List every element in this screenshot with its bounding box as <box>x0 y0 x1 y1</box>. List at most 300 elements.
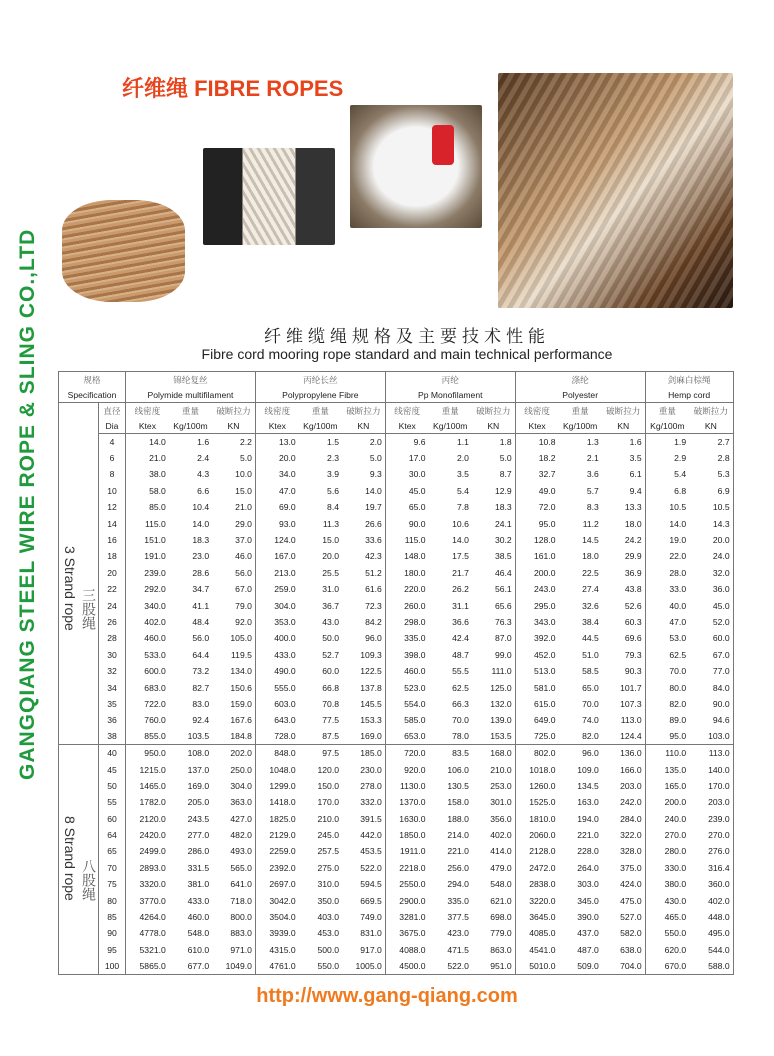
value-cell: 1.6 <box>602 434 645 450</box>
value-cell: 38.5 <box>472 548 515 564</box>
value-cell: 641.0 <box>212 876 255 892</box>
value-cell: 264.0 <box>577 862 599 873</box>
value-cell: 2392.0 <box>269 862 296 873</box>
value-cell: 2.7 <box>717 436 730 447</box>
value-cell: 29.0 <box>212 515 255 531</box>
value-cell: 36.6 <box>452 616 469 627</box>
dia-cell: 16 <box>99 532 126 548</box>
value-cell: 303.0 <box>577 879 599 890</box>
value-cell: 185.0 <box>342 745 385 761</box>
value-cell: 670.0 <box>664 960 687 971</box>
value-cell: 21.7 <box>452 567 469 578</box>
value-cell: 69.0 <box>278 502 296 513</box>
dia-cell: 26 <box>99 614 126 630</box>
value-cell: 24.2 <box>602 532 645 548</box>
value-cell: 588.0 <box>708 960 730 971</box>
col-header: KN <box>472 418 515 434</box>
value-cell: 203.0 <box>708 797 730 808</box>
value-cell: 565.0 <box>212 860 255 876</box>
value-cell: 3770.0 <box>139 895 166 906</box>
value-cell: 51.2 <box>342 565 385 581</box>
value-cell: 1048.0 <box>269 764 296 775</box>
value-cell: 2.2 <box>212 434 255 450</box>
value-cell: 83.5 <box>452 748 469 759</box>
value-cell: 27.4 <box>582 584 599 595</box>
value-cell: 1525.0 <box>529 797 556 808</box>
table-row <box>59 925 734 941</box>
value-cell: 13.0 <box>278 436 296 447</box>
value-cell: 132.0 <box>472 696 515 712</box>
value-cell: 2.3 <box>327 453 339 464</box>
value-cell: 363.0 <box>212 794 255 810</box>
table-row <box>59 548 734 564</box>
value-cell: 60.0 <box>712 633 730 644</box>
value-cell: 621.0 <box>472 892 515 908</box>
table-row <box>59 499 734 515</box>
value-cell: 728.0 <box>255 729 298 745</box>
value-cell: 585.0 <box>404 715 426 726</box>
dia-cell: 8 <box>99 466 126 482</box>
value-cell: 600.0 <box>144 666 166 677</box>
table-row <box>59 827 734 843</box>
value-cell: 2900.0 <box>399 895 426 906</box>
value-cell: 5.3 <box>717 469 730 480</box>
value-cell: 167.0 <box>274 551 296 562</box>
col-header: Kg/100m <box>299 418 342 434</box>
value-cell: 82.0 <box>669 698 687 709</box>
value-cell: 202.0 <box>212 745 255 761</box>
value-cell: 3939.0 <box>269 928 296 939</box>
value-cell: 4315.0 <box>269 944 296 955</box>
value-cell: 848.0 <box>274 748 296 759</box>
value-cell: 1130.0 <box>399 780 426 791</box>
value-cell: 20.0 <box>712 535 730 546</box>
value-cell: 17.5 <box>452 551 469 562</box>
table-row <box>59 745 734 761</box>
value-cell: 69.6 <box>602 630 645 646</box>
value-cell: 6.1 <box>602 466 645 482</box>
col-header-cn: 破断拉力 <box>342 403 385 419</box>
value-cell: 78.0 <box>429 729 472 745</box>
strand-label-cn: 八股绳 <box>80 859 96 902</box>
value-cell: 1.3 <box>586 436 599 447</box>
value-cell: 5.6 <box>327 485 339 496</box>
value-cell: 243.5 <box>187 813 210 824</box>
value-cell: 169.0 <box>187 780 210 791</box>
value-cell: 5.0 <box>342 450 385 466</box>
value-cell: 158.0 <box>447 797 469 808</box>
value-cell: 120.0 <box>317 764 339 775</box>
value-cell: 6.9 <box>717 485 730 496</box>
value-cell: 15.0 <box>322 535 339 546</box>
value-cell: 74.0 <box>582 715 599 726</box>
value-cell: 1215.0 <box>139 764 166 775</box>
col-header-cn: 重量 <box>571 406 589 417</box>
value-cell: 134.0 <box>212 663 255 679</box>
value-cell: 12.9 <box>472 483 515 499</box>
value-cell: 65.0 <box>408 502 426 513</box>
value-cell: 73.2 <box>192 666 210 677</box>
value-cell: 495.0 <box>708 928 730 939</box>
value-cell: 6.8 <box>674 485 687 496</box>
value-cell: 4778.0 <box>139 928 166 939</box>
value-cell: 228.0 <box>577 846 599 857</box>
value-cell: 920.0 <box>404 764 426 775</box>
dia-cell: 38 <box>99 729 126 745</box>
value-cell: 47.0 <box>278 485 296 496</box>
value-cell: 205.0 <box>187 797 210 808</box>
value-cell: 72.0 <box>538 502 556 513</box>
value-cell: 24.0 <box>712 551 730 562</box>
col-header-cn: 线密度 <box>524 406 550 417</box>
value-cell: 335.0 <box>447 895 469 906</box>
value-cell: 38.0 <box>149 469 166 480</box>
value-cell: 32.6 <box>582 600 599 611</box>
mat-en: Polypropylene Fibre <box>255 387 385 403</box>
table-row <box>59 532 734 548</box>
col-header-cn: 线密度 <box>134 406 161 417</box>
value-cell: 66.8 <box>322 682 339 693</box>
mat-cn: 涤纶 <box>515 372 645 388</box>
dia-cell: 85 <box>99 909 126 925</box>
col-header-cn: 破断拉力 <box>602 403 645 419</box>
value-cell: 203.0 <box>602 778 645 794</box>
value-cell: 250.0 <box>212 761 255 777</box>
value-cell: 2120.0 <box>139 813 166 824</box>
value-cell: 1260.0 <box>529 780 556 791</box>
website-url[interactable]: http://www.gang-qiang.com <box>256 985 518 1007</box>
value-cell: 109.0 <box>577 764 599 775</box>
page-title: 纤维绳 FIBRE ROPES <box>122 76 344 101</box>
value-cell: 8.4 <box>327 502 339 513</box>
value-cell: 10.5 <box>712 502 730 513</box>
value-cell: 10.4 <box>192 502 210 513</box>
value-cell: 2129.0 <box>269 830 296 841</box>
value-cell: 83.0 <box>192 698 210 709</box>
value-cell: 479.0 <box>472 860 515 876</box>
dia-cell: 32 <box>99 663 126 679</box>
value-cell: 145.5 <box>342 696 385 712</box>
value-cell: 286.0 <box>187 846 210 857</box>
value-cell: 295.0 <box>533 600 556 611</box>
value-cell: 620.0 <box>664 944 687 955</box>
value-cell: 332.0 <box>342 794 385 810</box>
dia-cell: 14 <box>99 515 126 531</box>
value-cell: 4264.0 <box>139 912 166 923</box>
value-cell: 275.0 <box>317 862 339 873</box>
value-cell: 25.5 <box>322 567 339 578</box>
value-cell: 465.0 <box>664 912 687 923</box>
value-cell: 108.0 <box>187 748 210 759</box>
value-cell: 79.0 <box>212 597 255 613</box>
value-cell: 18.0 <box>602 515 645 531</box>
table-row <box>59 630 734 646</box>
value-cell: 1850.0 <box>399 830 426 841</box>
dia-cell: 55 <box>99 794 126 810</box>
value-cell: 97.5 <box>322 748 339 759</box>
value-cell: 4.3 <box>197 469 210 480</box>
table-row <box>59 794 734 810</box>
value-cell: 14.3 <box>712 518 730 529</box>
col-header-cn: 破断拉力 <box>693 406 729 417</box>
mat-cn: 锦纶复丝 <box>126 372 256 388</box>
value-cell: 221.0 <box>447 846 469 857</box>
value-cell: 1.6 <box>197 436 210 447</box>
strand-label-en: 8 Strand rope <box>62 816 78 902</box>
value-cell: 90.0 <box>408 518 426 529</box>
value-cell: 18.0 <box>582 551 599 562</box>
table-row <box>59 696 734 712</box>
strand-label-cn: 三股绳 <box>80 588 96 631</box>
value-cell: 402.0 <box>144 616 166 627</box>
value-cell: 26.6 <box>342 515 385 531</box>
dia-cell: 24 <box>99 597 126 613</box>
value-cell: 487.0 <box>577 944 599 955</box>
value-cell: 210.0 <box>317 813 339 824</box>
mat-cn: 丙纶长丝 <box>255 372 385 388</box>
value-cell: 99.0 <box>472 647 515 663</box>
value-cell: 28.0 <box>669 567 687 578</box>
value-cell: 32.7 <box>538 469 556 480</box>
value-cell: 294.0 <box>447 879 469 890</box>
dia-cell: 60 <box>99 810 126 826</box>
value-cell: 62.5 <box>452 682 469 693</box>
value-cell: 437.0 <box>577 928 599 939</box>
dia-cell: 34 <box>99 679 126 695</box>
value-cell: 14.0 <box>149 436 166 447</box>
value-cell: 72.3 <box>342 597 385 613</box>
col-header-cn: 破断拉力 <box>212 403 255 419</box>
value-cell: 61.6 <box>342 581 385 597</box>
value-cell: 643.0 <box>274 715 296 726</box>
value-cell: 151.0 <box>144 535 166 546</box>
value-cell: 70.0 <box>582 698 599 709</box>
value-cell: 96.0 <box>342 630 385 646</box>
value-cell: 42.4 <box>452 633 469 644</box>
value-cell: 7.8 <box>456 502 469 513</box>
value-cell: 139.0 <box>472 712 515 728</box>
value-cell: 13.3 <box>602 499 645 515</box>
value-cell: 60.0 <box>322 666 339 677</box>
value-cell: 20.0 <box>278 453 296 464</box>
value-cell: 398.0 <box>404 649 426 660</box>
value-cell: 48.7 <box>452 649 469 660</box>
dia-header-cn: 直径 <box>99 403 126 419</box>
dia-cell: 80 <box>99 892 126 908</box>
dia-cell: 70 <box>99 860 126 876</box>
value-cell: 44.5 <box>582 633 599 644</box>
value-cell: 180.0 <box>404 567 426 578</box>
value-cell: 5010.0 <box>529 960 556 971</box>
value-cell: 5.4 <box>456 485 469 496</box>
value-cell: 200.0 <box>533 567 556 578</box>
dia-cell: 64 <box>99 827 126 843</box>
value-cell: 2.0 <box>342 434 385 450</box>
value-cell: 749.0 <box>342 909 385 925</box>
mat-en: Hemp cord <box>645 387 733 403</box>
value-cell: 115.0 <box>144 518 166 529</box>
value-cell: 84.2 <box>342 614 385 630</box>
value-cell: 243.0 <box>533 584 556 595</box>
col-header: KN <box>342 418 385 434</box>
value-cell: 28.6 <box>192 567 210 578</box>
value-cell: 10.5 <box>669 502 687 513</box>
value-cell: 245.0 <box>317 830 339 841</box>
value-cell: 56.0 <box>192 633 210 644</box>
mat-en: Pp Monofilament <box>385 387 515 403</box>
value-cell: 62.5 <box>669 649 687 660</box>
value-cell: 84.0 <box>712 682 730 693</box>
value-cell: 70.8 <box>322 698 339 709</box>
dia-cell: 95 <box>99 942 126 958</box>
value-cell: 65.6 <box>472 597 515 613</box>
col-header: Ktex <box>126 418 169 434</box>
col-header: Kg/100m <box>429 418 472 434</box>
col-header: Ktex <box>515 418 558 434</box>
value-cell: 391.5 <box>342 810 385 826</box>
value-cell: 85.0 <box>149 502 166 513</box>
value-cell: 330.0 <box>664 862 687 873</box>
table-row <box>59 565 734 581</box>
value-cell: 8.7 <box>472 466 515 482</box>
value-cell: 1049.0 <box>212 958 255 974</box>
value-cell: 21.0 <box>212 499 255 515</box>
value-cell: 301.0 <box>472 794 515 810</box>
value-cell: 107.3 <box>602 696 645 712</box>
value-cell: 610.0 <box>187 944 210 955</box>
value-cell: 4541.0 <box>529 944 556 955</box>
value-cell: 5.7 <box>586 485 599 496</box>
value-cell: 292.0 <box>144 584 166 595</box>
dia-cell: 10 <box>99 483 126 499</box>
value-cell: 124.0 <box>274 535 296 546</box>
value-cell: 257.5 <box>317 846 339 857</box>
value-cell: 90.0 <box>712 698 730 709</box>
value-cell: 1.1 <box>456 436 469 447</box>
value-cell: 65.0 <box>582 682 599 693</box>
value-cell: 800.0 <box>212 909 255 925</box>
value-cell: 414.0 <box>472 843 515 859</box>
value-cell: 550.0 <box>664 928 687 939</box>
table-row <box>59 778 734 794</box>
table-row <box>59 892 734 908</box>
value-cell: 46.4 <box>472 565 515 581</box>
value-cell: 1630.0 <box>399 813 426 824</box>
value-cell: 150.6 <box>212 679 255 695</box>
value-cell: 194.0 <box>577 813 599 824</box>
value-cell: 137.8 <box>342 679 385 695</box>
value-cell: 400.0 <box>274 633 296 644</box>
value-cell: 698.0 <box>472 909 515 925</box>
value-cell: 150.0 <box>317 780 339 791</box>
value-cell: 66.3 <box>452 698 469 709</box>
value-cell: 259.0 <box>274 584 296 595</box>
value-cell: 6.6 <box>197 485 210 496</box>
value-cell: 720.0 <box>404 748 426 759</box>
value-cell: 20.0 <box>322 551 339 562</box>
value-cell: 1825.0 <box>269 813 296 824</box>
col-header: KN <box>602 418 645 434</box>
table-row <box>59 958 734 974</box>
value-cell: 582.0 <box>602 925 645 941</box>
value-cell: 115.0 <box>404 535 426 546</box>
value-cell: 802.0 <box>533 748 556 759</box>
spec-en: Specification <box>59 387 126 403</box>
heading-en: Fibre cord mooring rope standard and main technical performance <box>201 346 613 362</box>
value-cell: 48.4 <box>192 616 210 627</box>
value-cell: 137.0 <box>187 764 210 775</box>
value-cell: 33.6 <box>342 532 385 548</box>
value-cell: 594.5 <box>342 876 385 892</box>
value-cell: 683.0 <box>144 682 166 693</box>
value-cell: 3.9 <box>327 469 339 480</box>
value-cell: 46.0 <box>212 548 255 564</box>
value-cell: 11.2 <box>582 518 599 529</box>
value-cell: 18.3 <box>472 499 515 515</box>
table-row <box>59 434 734 450</box>
value-cell: 214.0 <box>447 830 469 841</box>
value-cell: 136.0 <box>602 745 645 761</box>
value-cell: 298.0 <box>404 616 426 627</box>
table-row <box>59 597 734 613</box>
value-cell: 70.0 <box>452 715 469 726</box>
value-cell: 863.0 <box>472 942 515 958</box>
value-cell: 523.0 <box>404 682 426 693</box>
value-cell: 500.0 <box>317 944 339 955</box>
value-cell: 390.0 <box>577 912 599 923</box>
value-cell: 122.5 <box>342 663 385 679</box>
value-cell: 403.0 <box>317 912 339 923</box>
table-row <box>59 729 734 745</box>
value-cell: 3.5 <box>602 450 645 466</box>
value-cell: 124.4 <box>602 729 645 745</box>
value-cell: 58.0 <box>149 485 166 496</box>
value-cell: 340.0 <box>144 600 166 611</box>
value-cell: 718.0 <box>212 892 255 908</box>
dia-cell: 75 <box>99 876 126 892</box>
value-cell: 725.0 <box>515 729 558 745</box>
value-cell: 883.0 <box>212 925 255 941</box>
dia-cell: 36 <box>99 712 126 728</box>
value-cell: 433.0 <box>274 649 296 660</box>
value-cell: 213.0 <box>274 567 296 578</box>
col-header: Kg/100m <box>169 418 212 434</box>
value-cell: 3042.0 <box>269 895 296 906</box>
value-cell: 2218.0 <box>399 862 426 873</box>
value-cell: 161.0 <box>533 551 556 562</box>
value-cell: 2.9 <box>674 453 687 464</box>
value-cell: 335.0 <box>404 633 426 644</box>
value-cell: 153.3 <box>342 712 385 728</box>
value-cell: 2.4 <box>197 453 210 464</box>
value-cell: 134.5 <box>577 780 599 791</box>
dia-cell: 4 <box>99 434 126 450</box>
value-cell: 37.0 <box>212 532 255 548</box>
value-cell: 70.0 <box>669 666 687 677</box>
value-cell: 4761.0 <box>269 960 296 971</box>
col-header: Ktex <box>385 418 428 434</box>
value-cell: 239.0 <box>708 813 730 824</box>
dia-cell: 28 <box>99 630 126 646</box>
value-cell: 260.0 <box>404 600 426 611</box>
value-cell: 10.6 <box>452 518 469 529</box>
value-cell: 855.0 <box>126 729 169 745</box>
value-cell: 550.0 <box>317 960 339 971</box>
value-cell: 482.0 <box>212 827 255 843</box>
mat-cn: 丙纶 <box>385 372 515 388</box>
value-cell: 111.0 <box>472 663 515 679</box>
col-header-cn: 破断拉力 <box>472 403 515 419</box>
